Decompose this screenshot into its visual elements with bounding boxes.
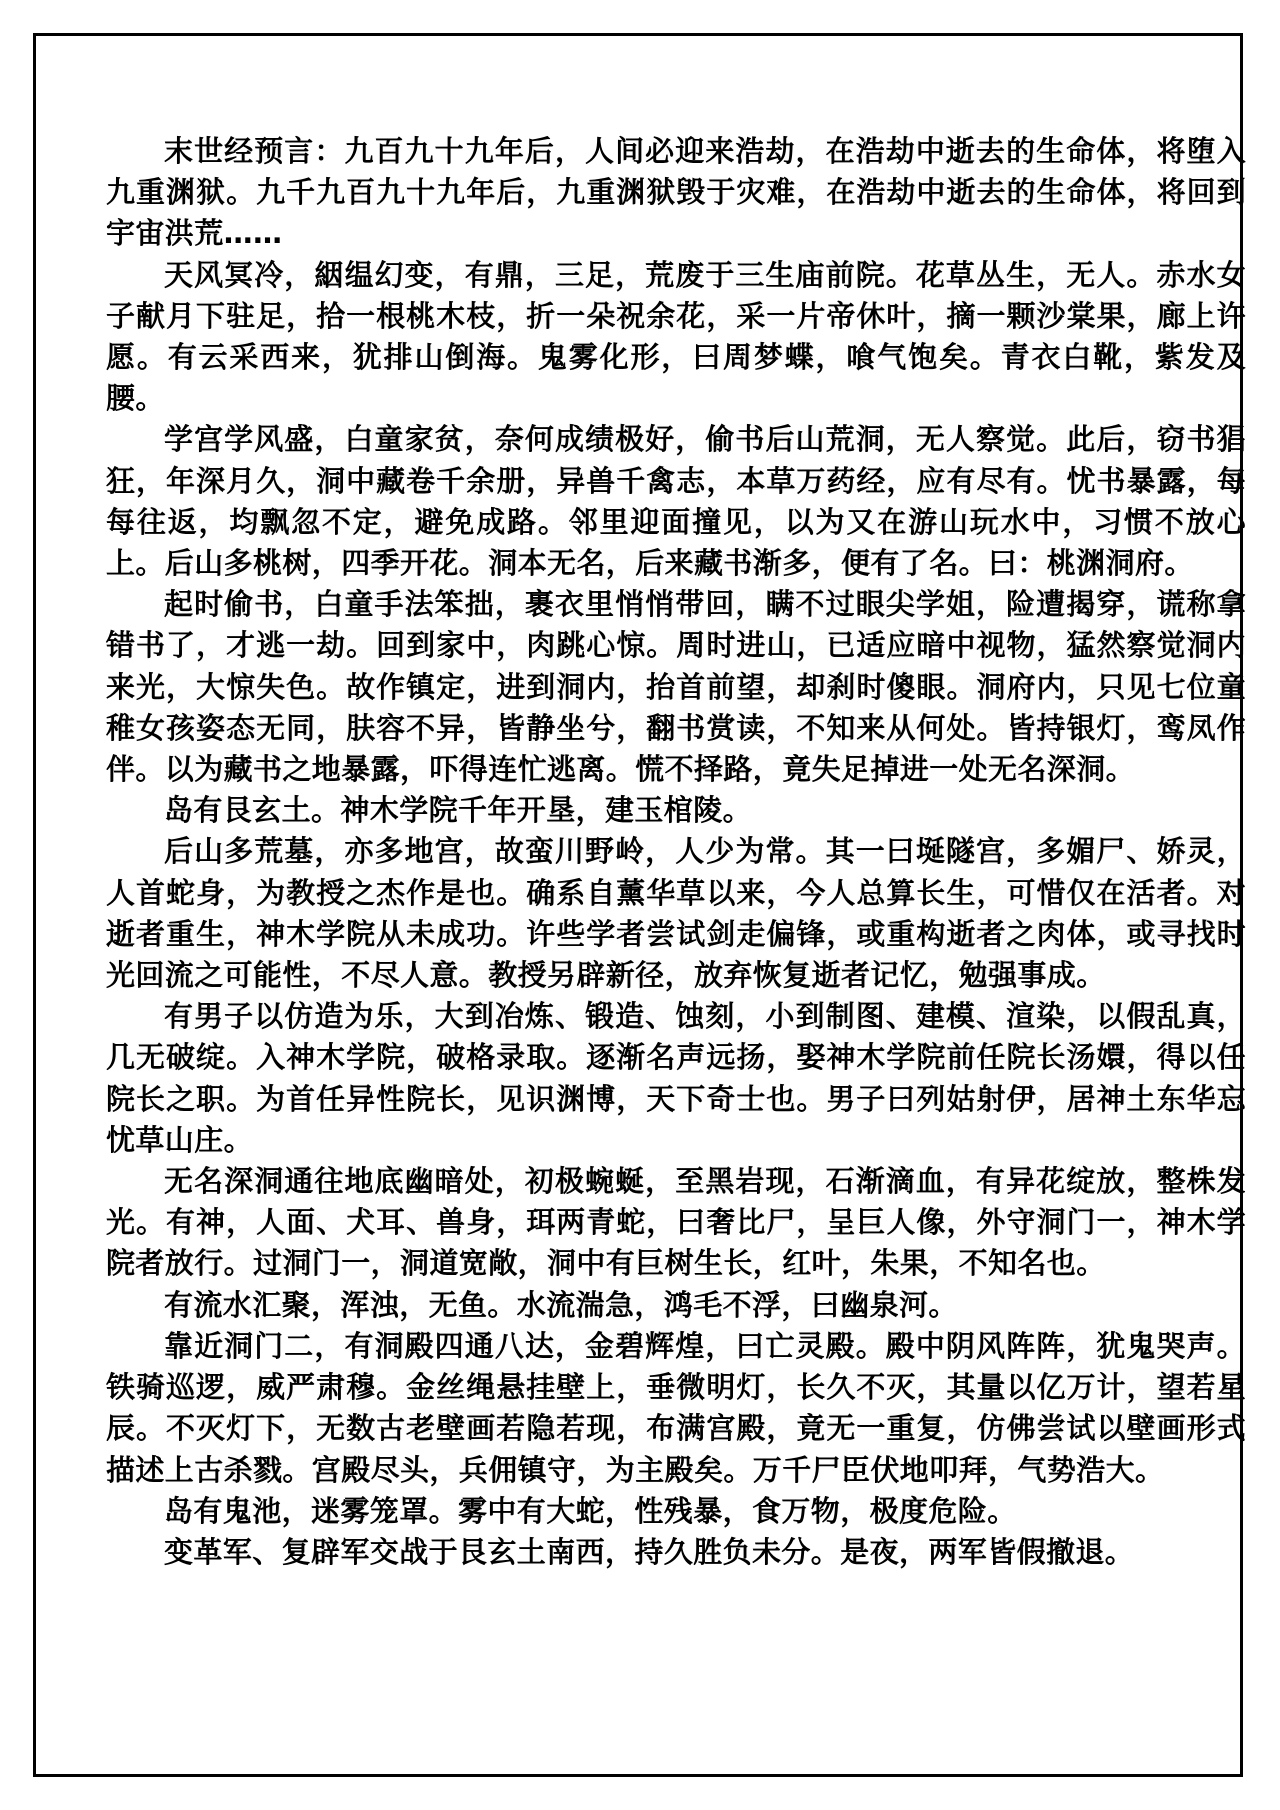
paragraph-gen-xuan-land: 岛有艮玄土。神木学院千年开垦，建玉棺陵。 xyxy=(164,793,753,828)
paragraph-stealing-books: 起时偷书，白童手法笨拙，裹衣里悄悄带回，瞒不过眼尖学姐，险遭揭穿，谎称拿错书了，才逃一劫。回到家中，肉跳心惊。周时进山，已适应暗中视物，猛然察觉洞内来光，大惊失色。故作镇定，进到洞内，抬首前望，却刹时傻眼。洞府内，只见七位童稚女孩姿态无同，肤容不异，皆静坐兮，翻书赏读，不知来从何处。皆持银灯，鸾凤作伴。以为藏书之地暴露，吓得连忙逃离。慌不择路，竟失足掉进一处无名深洞。 xyxy=(106,587,1246,787)
paragraph-ghost-pool: 岛有鬼池，迷雾笼罩。雾中有大蛇，性残暴，食万物，极度危险。 xyxy=(164,1493,1017,1528)
paragraph-deep-cave: 无名深洞通往地底幽暗处，初极蜿蜒，至黑岩现，石渐滴血，有异花绽放，整株发光。有神，人面、犬耳、兽身，珥两青蛇，曰奢比尸，呈巨人像，外守洞门一，神木学院者放行。过洞门一，洞道宽敞，洞中有巨树生长，红叶，朱果，不知名也。 xyxy=(106,1164,1246,1281)
paragraph-forger-man: 有男子以仿造为乐，大到冶炼、锻造、蚀刻，小到制图、建模、渲染，以假乱真，几无破绽。入神木学院，破格录取。逐渐名声远扬，娶神木学院前任院长汤嬛，得以任院长之职。为首任异性院长，见识渊博，天下奇士也。男子曰列姑射伊，居神土东华忘忧草山庄。 xyxy=(106,999,1246,1157)
document-body xyxy=(106,131,1246,1573)
paragraph-back-mountain-tombs: 后山多荒墓，亦多地宫，故蛮川野岭，人少为常。其一曰埏隧宫，多媚尸、娇灵，人首蛇身，为教授之杰作是也。确系自薰华草以来，今人总算长生，可惜仅在活者。对逝者重生，神木学院从未成功。许些学者尝试剑走偏锋，或重构逝者之肉体，或寻找时光回流之可能性，不尽人意。教授另辟新径，放弃恢复逝者记忆，勉强事成。 xyxy=(106,834,1246,993)
page-frame xyxy=(33,33,1246,1777)
paragraph-undead-hall: 靠近洞门二，有洞殿四通八达，金碧辉煌，曰亡灵殿。殿中阴风阵阵，犹鬼哭声。铁骑巡逻，威严肃穆。金丝绳悬挂壁上，垂微明灯，长久不灭，其量以亿万计，望若星辰。不灭灯下，无数古老壁画若隐若现，布满宫殿，竟无一重复，仿佛尝试以壁画形式描述上古杀戮。宫殿尽头，兵佣镇守，为主殿矣。万千尸臣伏地叩拜，气势浩大。 xyxy=(106,1328,1246,1487)
paragraph-armies-battle: 变革军、复辟军交战于艮玄土南西，持久胜负未分。是夜，两军皆假撤退。 xyxy=(164,1534,1135,1569)
paragraph-tripod: 天风冥冷，絪缊幻变，有鼎，三足，荒废于三生庙前院。花草丛生，无人。赤水女子献月下驻足，拾一根桃木枝，折一朵祝余花，采一片帝休叶，摘一颗沙棠果，廊上许愿。有云采西来，犹排山倒海。鬼雾化形，曰周梦蝶，喰气饱矣。青衣白靴，紫发及腰。 xyxy=(106,257,1246,416)
paragraph-academy-cave: 学宫学风盛，白童家贫，奈何成绩极好，偷书后山荒洞，无人察觉。此后，窃书猖狂，年深月久，洞中藏卷千余册，异兽千禽志，本草万药经，应有尽有。忧书暴露，每每往返，均飘忽不定，避免成路。邻里迎面撞见，以为又在游山玩水中，习惯不放心上。后山多桃树，四季开花。洞本无名，后来藏书渐多，便有了名。曰：桃渊洞府。 xyxy=(106,422,1246,581)
paragraph-prophecy: 末世经预言：九百九十九年后，人间必迎来浩劫，在浩劫中逝去的生命体，将堕入九重渊狱。九千九百九十九年后，九重渊狱毁于灾难，在浩劫中逝去的生命体，将回到宇宙洪荒…… xyxy=(106,134,1246,251)
paragraph-spring-river: 有流水汇聚，浑浊，无鱼。水流湍急，鸿毛不浮，曰幽泉河。 xyxy=(164,1287,958,1322)
